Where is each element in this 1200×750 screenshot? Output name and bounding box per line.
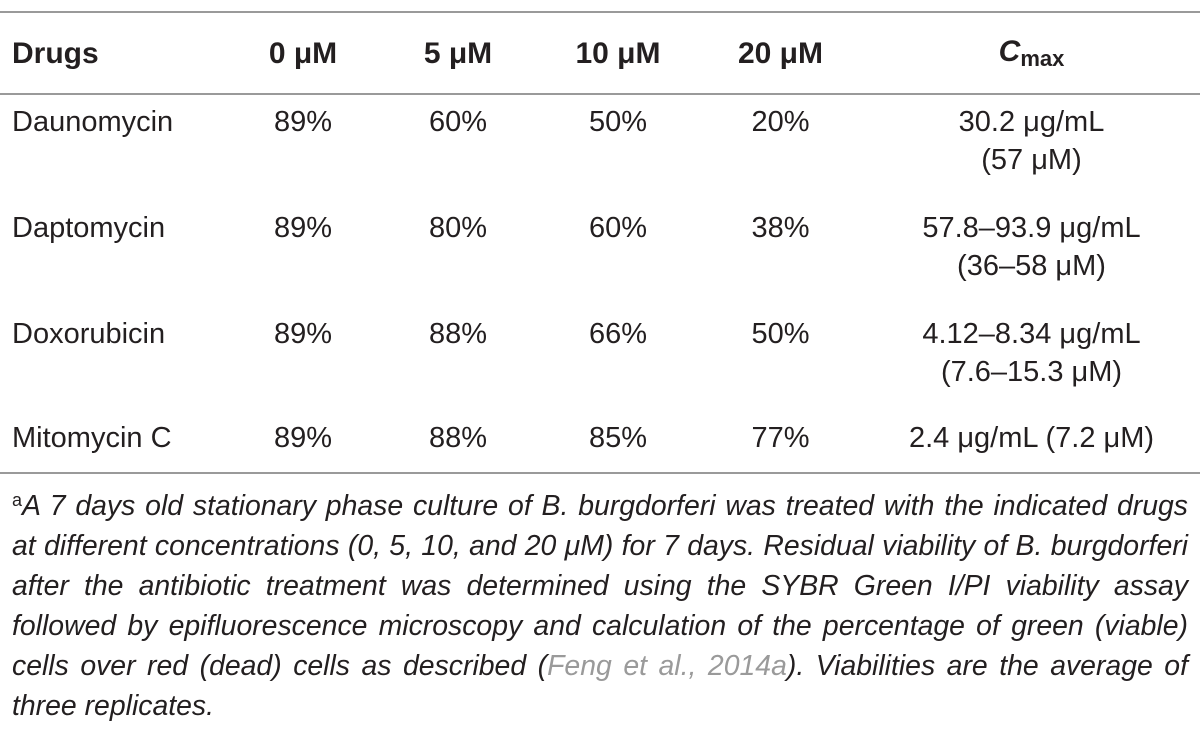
value-5um: 88% [428, 422, 488, 454]
cmax-line1: 30.2 μg/mL [958, 106, 1105, 138]
header-5um: 5 μM [423, 36, 493, 70]
value-cmax [863, 305, 1200, 411]
value-cmax [863, 93, 1200, 199]
value-cmax [863, 411, 1200, 497]
header-row [0, 14, 1200, 93]
header-20um: 20 μM [737, 36, 824, 70]
value-10um: 85% [588, 422, 648, 454]
cmax-main: C [998, 35, 1021, 68]
citation-link[interactable]: Feng et al., 2014a [547, 650, 787, 682]
cmax-line1: 2.4 μg/mL (7.2 μM) [908, 422, 1155, 454]
value-20um: 20% [751, 106, 810, 138]
viability-table [0, 14, 1200, 497]
value-20um: 38% [751, 212, 810, 244]
cmax-line2: (36–58 μM) [957, 250, 1106, 282]
table-row [0, 305, 1200, 411]
table-footnote [12, 486, 1188, 726]
header-0um: 0 μM [268, 36, 338, 70]
header-drugs: Drugs [12, 36, 99, 70]
value-0um: 89% [273, 106, 333, 138]
value-cmax [863, 199, 1200, 305]
footnote-text: A 7 days old stationary phase culture of B. burgdorferi was treated with the indicated drugs at different concentrations (0, 5, 10, and 20 μM) for 7 days. Residual viability of B. burgdorferi after the antibiotic treatment was determined using the SYBR Green I/PI viability assay followed by epifluorescence microscopy and calculation of the percentage of green (viable) cells over red (dead) cells as described ( [12, 490, 1188, 682]
cmax-line2: (57 μM) [981, 144, 1082, 176]
value-10um: 60% [588, 212, 648, 244]
cmax-line2: (7.6–15.3 μM) [940, 356, 1123, 388]
drug-name: Daptomycin [12, 212, 166, 244]
value-5um: 80% [428, 212, 488, 244]
drug-name: Mitomycin C [12, 422, 172, 454]
value-20um: 50% [751, 318, 810, 350]
table-row [0, 93, 1200, 199]
value-0um: 89% [273, 212, 333, 244]
drug-name: Doxorubicin [12, 318, 166, 350]
value-20um: 77% [751, 422, 810, 454]
footnote-marker: a [12, 490, 23, 510]
top-rule [0, 11, 1200, 13]
value-5um: 88% [428, 318, 488, 350]
value-0um: 89% [273, 422, 333, 454]
value-10um: 50% [588, 106, 648, 138]
drug-name: Daunomycin [12, 106, 174, 138]
value-0um: 89% [273, 318, 333, 350]
cmax-line1: 4.12–8.34 μg/mL [922, 318, 1141, 350]
footnote-text-end: ). Viabilities are the average of three replicates. [12, 650, 1188, 722]
header-10um: 10 μM [575, 36, 661, 70]
table-row [0, 199, 1200, 305]
header-cmax [863, 14, 1200, 93]
table-row [0, 411, 1200, 497]
cmax-sub: max [1020, 46, 1065, 71]
value-10um: 66% [588, 318, 648, 350]
cmax-line1: 57.8–93.9 μg/mL [922, 212, 1141, 244]
value-5um: 60% [428, 106, 488, 138]
